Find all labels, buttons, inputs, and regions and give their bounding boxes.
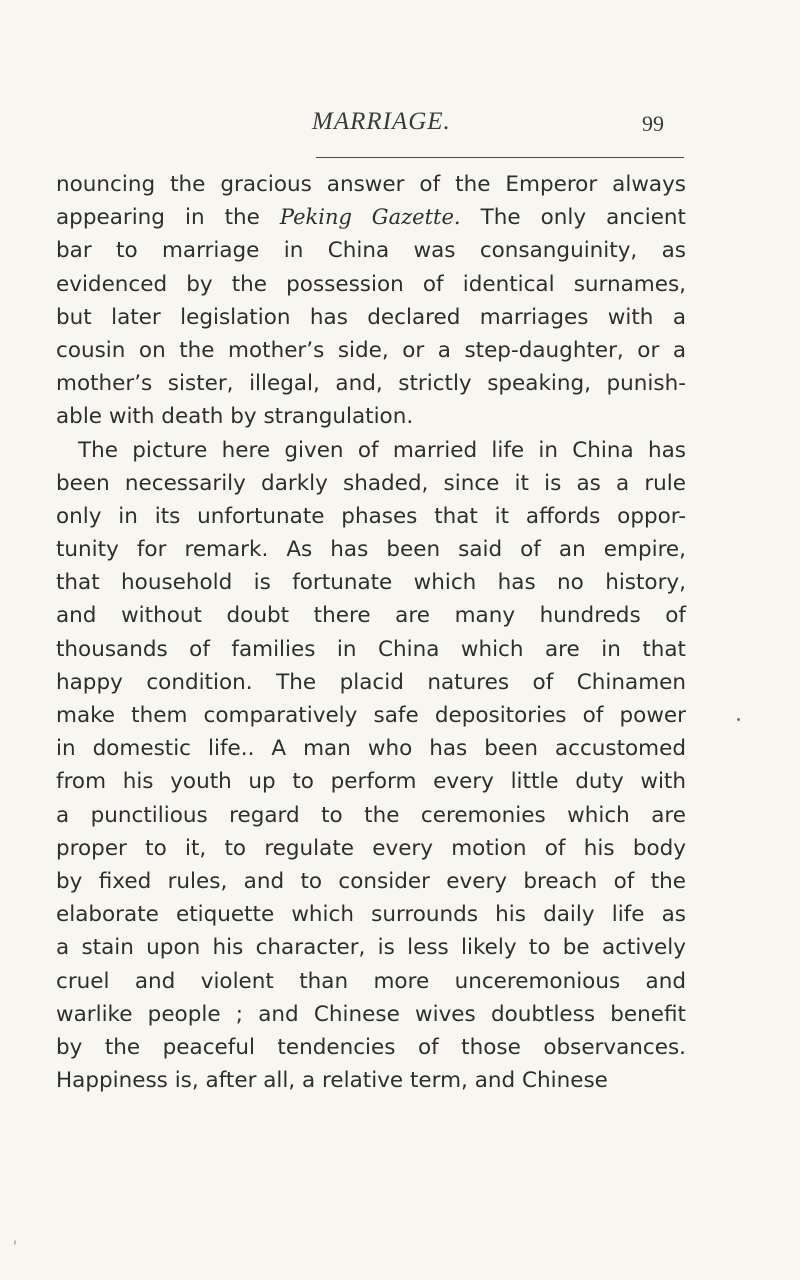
text-line (56, 201, 686, 234)
text-fragment: appearing in the (56, 205, 280, 231)
header-rule (316, 157, 684, 158)
running-head: MARRIAGE. (312, 108, 451, 135)
text-line: cousin on the mother’s side, or a step-daughter, or a (56, 337, 686, 363)
text-line: and without doubt there are many hundreds of (56, 603, 686, 629)
text-line: The picture here given of married life in China has (78, 437, 686, 463)
text-line: that household is fortunate which has no history, (56, 570, 686, 596)
text-line: by fixed rules, and to consider every breach of the (56, 868, 686, 894)
text-line: from his youth up to perform every little duty with (56, 769, 686, 795)
text-line: been necessarily darkly shaded, since it is as a rule (56, 470, 686, 496)
paper-speck (14, 1240, 16, 1245)
text-line: Happiness is, after all, a relative term, and Chinese (56, 1068, 608, 1094)
text-line: cruel and violent than more unceremonious and (56, 968, 686, 994)
text-line: tunity for remark. As has been said of an empire, (56, 537, 686, 563)
page-number: 99 (642, 111, 664, 136)
text-line: warlike people ; and Chinese wives doubtless benefit (56, 1001, 686, 1027)
text-line: able with death by strangulation. (56, 404, 414, 430)
publication-title: Peking Gazette. (279, 205, 461, 230)
text-line: a stain upon his character, is less likely to be actively (56, 935, 686, 961)
text-line: mother’s sister, illegal, and, strictly speaking, punish- (56, 371, 686, 397)
paper-speck (737, 718, 740, 721)
text-line: happy condition. The placid natures of Chinamen (56, 669, 686, 695)
text-line: nouncing the gracious answer of the Emperor always (56, 172, 686, 197)
text-line: proper to it, to regulate every motion of his body (56, 835, 686, 861)
text-line: but later legislation has declared marriages with a (56, 304, 686, 330)
text-line: in domestic life.. A man who has been accustomed (56, 736, 686, 762)
body-text (56, 168, 686, 1097)
text-line: elaborate etiquette which surrounds his daily life as (56, 902, 686, 928)
text-line: only in its unfortunate phases that it affords oppor- (56, 503, 686, 529)
text-line: by the peaceful tendencies of those observances. (56, 1034, 686, 1060)
text-fragment: The only ancient (460, 205, 686, 231)
text-line: evidenced by the possession of identical surnames, (56, 271, 686, 297)
text-line: bar to marriage in China was consanguinity, as (56, 238, 686, 264)
text-line: a punctilious regard to the ceremonies which are (56, 802, 686, 828)
text-line: make them comparatively safe depositories of power (56, 703, 686, 728)
text-line: thousands of families in China which are in that (56, 636, 686, 662)
